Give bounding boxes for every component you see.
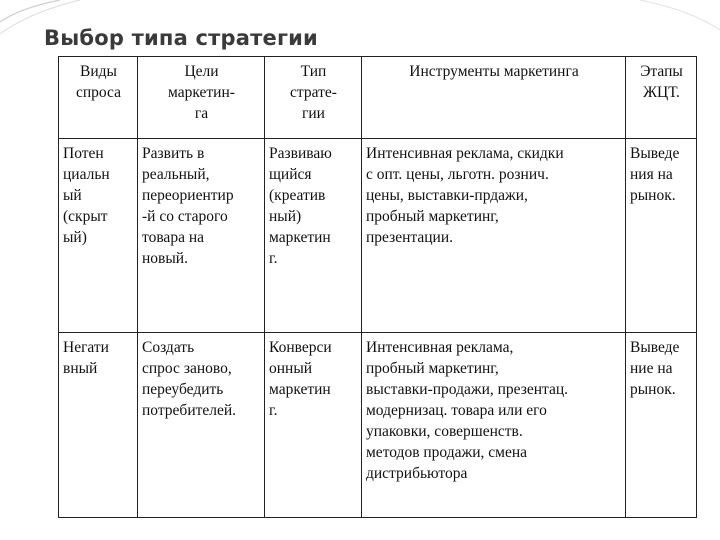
header-marketing-goals: Цели маркетин- га	[138, 57, 265, 139]
cell-stage: Выведе ние на рынок.	[626, 333, 697, 518]
header-demand-types: Виды спроса	[59, 57, 138, 139]
header-marketing-tools: Инструменты маркетинга	[362, 57, 626, 139]
slide-title: Выбор типа стратегии	[44, 26, 318, 50]
cell-strategy: Развиваю щийся (креатив ный) маркетин г.	[265, 139, 362, 333]
cell-stage: Выведе ния на рынок.	[626, 139, 697, 333]
cell-tools: Интенсивная реклама, скидки с опт. цены, льготн. рознич. цены, выставки-прдажи, пробный маркетинг, презентации.	[362, 139, 626, 333]
table-row	[59, 139, 697, 333]
table-header-row	[59, 57, 697, 139]
strategy-table	[58, 56, 697, 518]
cell-strategy: Конверси онный маркетин г.	[265, 333, 362, 518]
header-strategy-type: Тип страте- гии	[265, 57, 362, 139]
header-lifecycle-stages: Этапы ЖЦТ.	[626, 57, 697, 139]
cell-goal: Создать спрос заново, переубедить потребителей.	[138, 333, 265, 518]
cell-demand: Негати вный	[59, 333, 138, 518]
cell-demand: Потен циальн ый (скрыт ый)	[59, 139, 138, 333]
cell-tools: Интенсивная реклама, пробный маркетинг, выставки-продажи, презентац. модернизац. товара или его упаковки, совершенств. методов продажи, смена дистрибьютора	[362, 333, 626, 518]
cell-goal: Развить в реальный, переориентир -й со старого товара на новый.	[138, 139, 265, 333]
table-row	[59, 333, 697, 518]
